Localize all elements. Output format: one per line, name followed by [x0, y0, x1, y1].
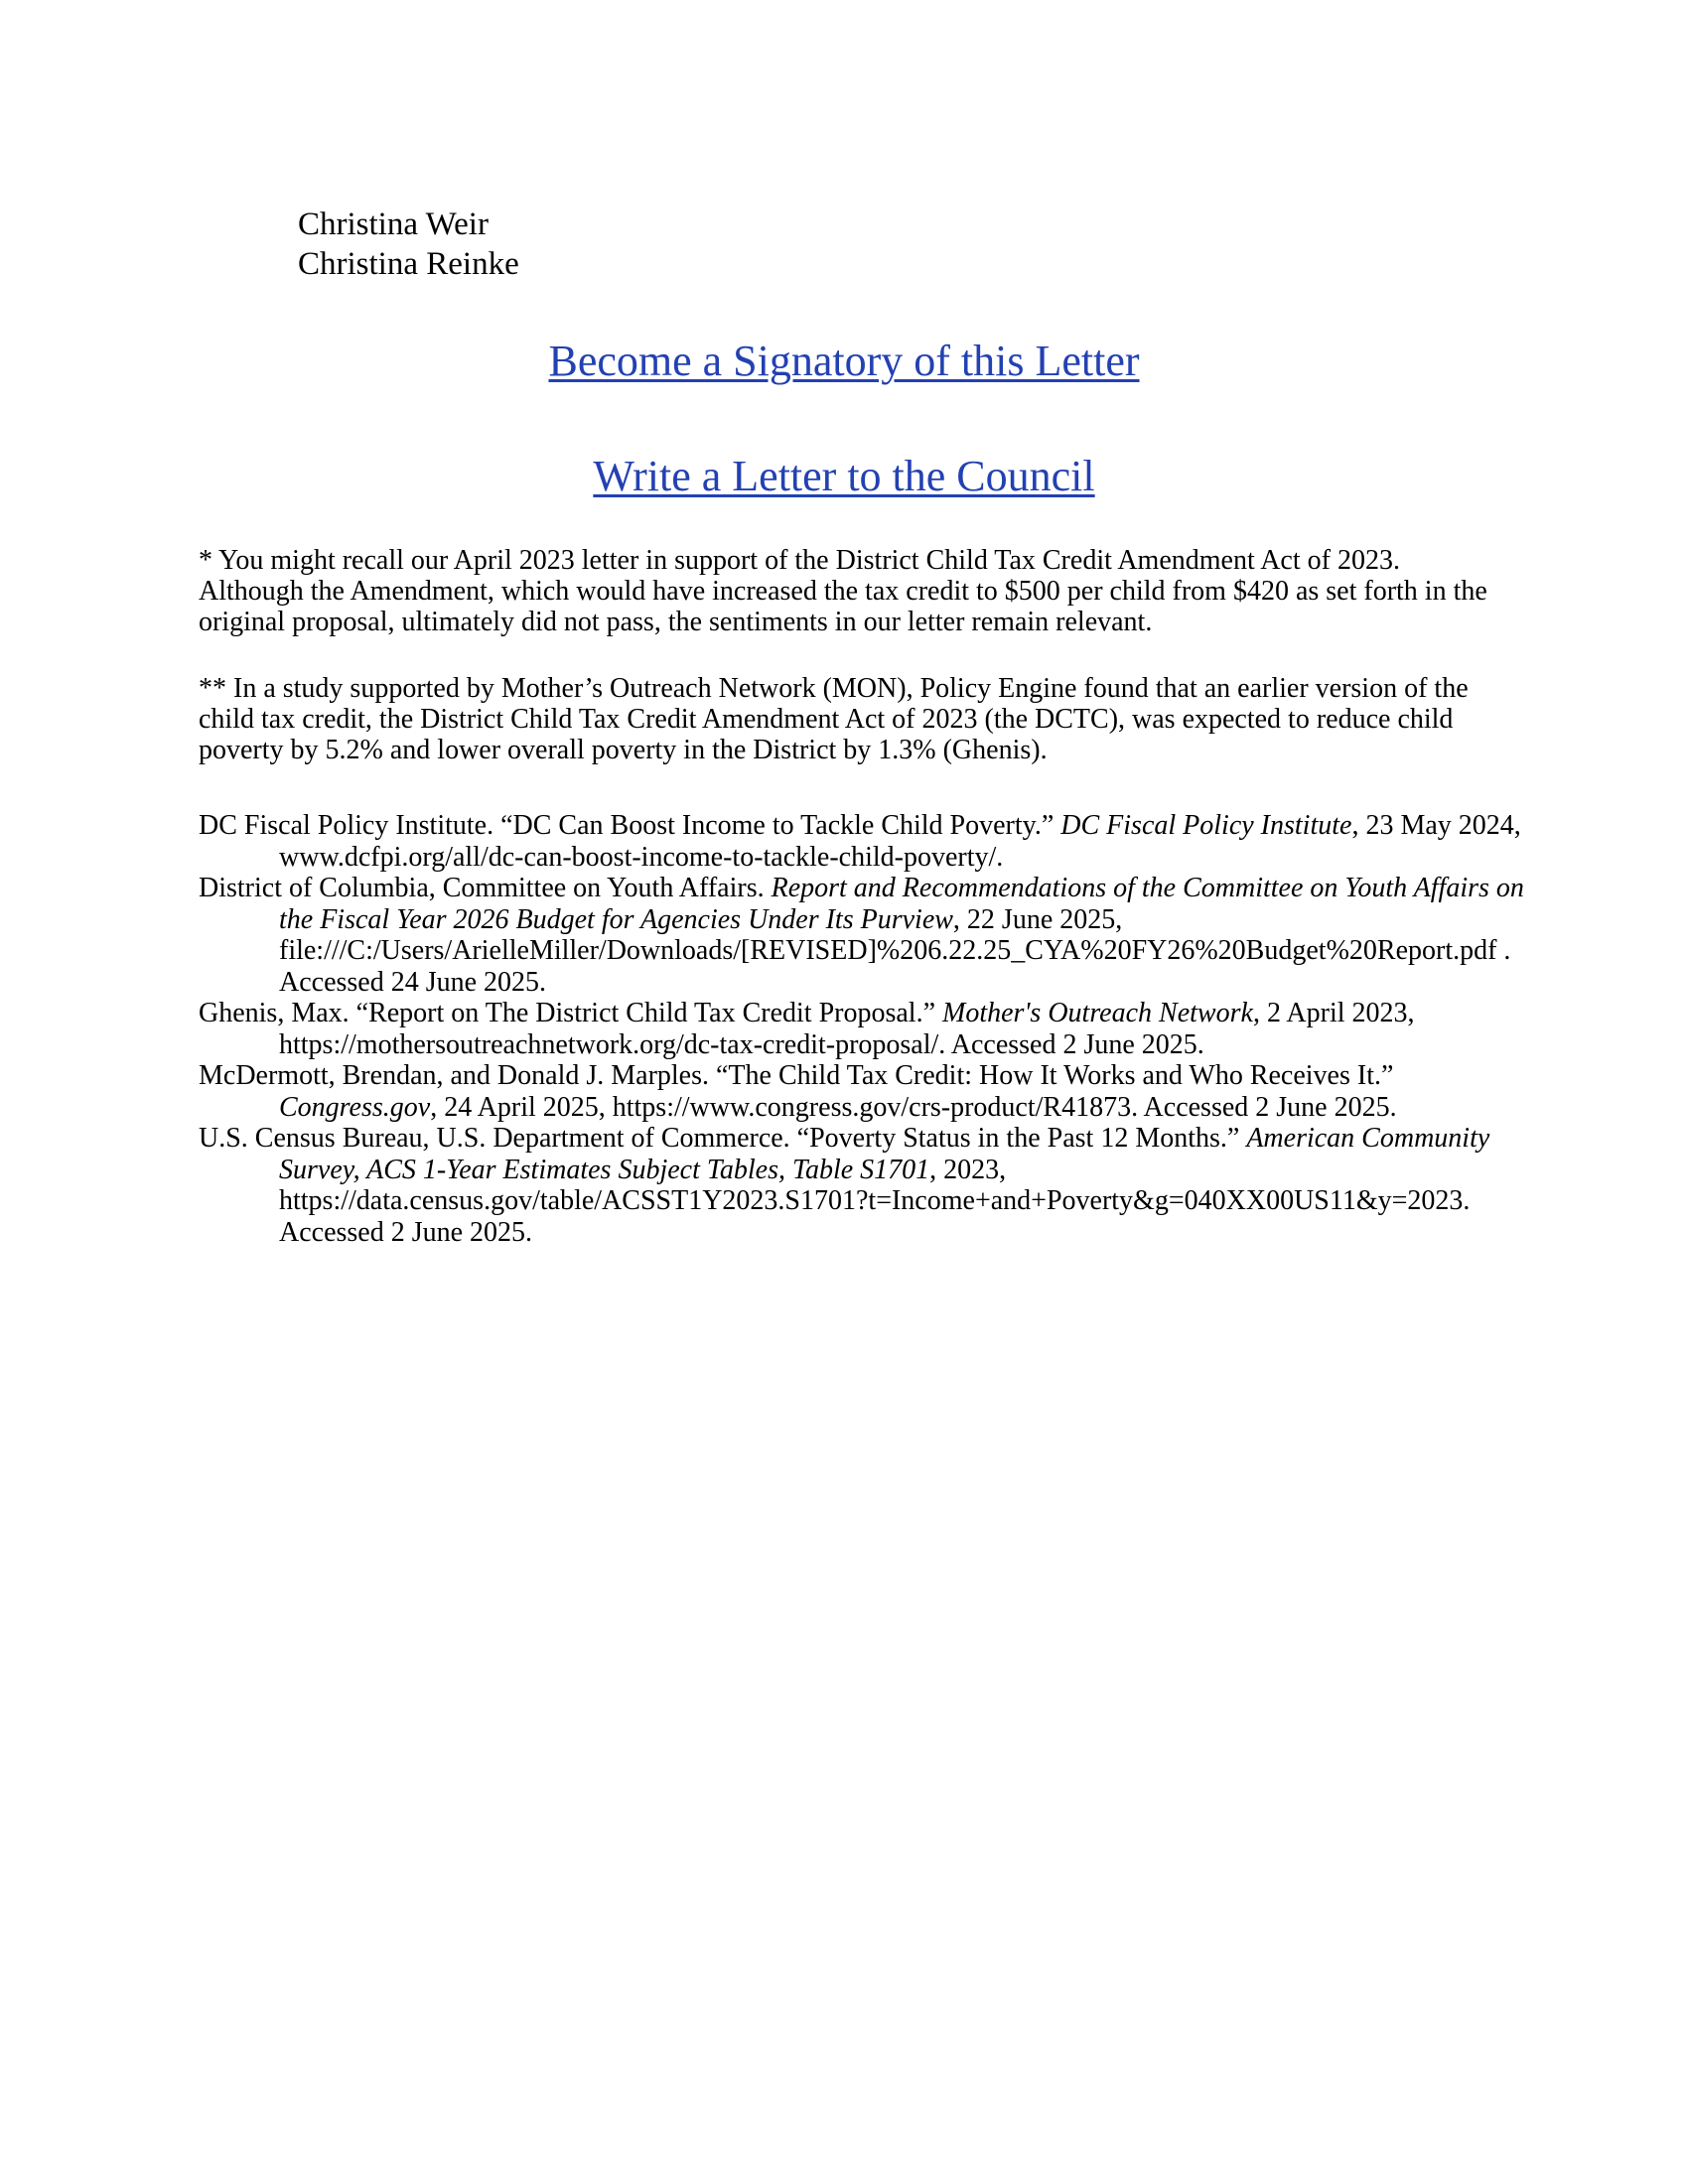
cited-work-title: Report and Recommendations of the Committee on Youth Affairs on the Fiscal Year 2026 Budget for Agencies Under Its Purview: [279, 873, 1524, 935]
cited-work-title: Mother's Outreach Network: [942, 998, 1253, 1028]
citation-text: , 23 May 2024, www.dcfpi.org/all/dc-can-boost-income-to-tackle-child-poverty/.: [279, 810, 1521, 873]
citation-text: , 24 April 2025, https://www.congress.gov/crs-product/R41873. Accessed 2 June 2025.: [430, 1091, 1397, 1123]
works-cited-entry: [199, 998, 1534, 1060]
works-cited-entry: [199, 873, 1534, 998]
signatory-names: [298, 205, 1534, 284]
works-cited-entry: [199, 810, 1534, 873]
citation-text: McDermott, Brendan, and Donald J. Marples. “The Child Tax Credit: How It Works and Who Receives It.”: [199, 1060, 1394, 1091]
citation-text: DC Fiscal Policy Institute. “DC Can Boost Income to Tackle Child Poverty.”: [199, 810, 1061, 841]
write-letter-link[interactable]: Write a Letter to the Council: [593, 452, 1095, 500]
become-signatory-line: [199, 338, 1489, 385]
citation-text: U.S. Census Bureau, U.S. Department of Commerce. “Poverty Status in the Past 12 Months.”: [199, 1123, 1247, 1154]
citation-text: Ghenis, Max. “Report on The District Child Tax Credit Proposal.”: [199, 998, 943, 1028]
cited-work-title: American Community Survey, ACS 1-Year Estimates Subject Tables, Table S1701: [279, 1123, 1490, 1185]
citation-text: District of Columbia, Committee on Youth Affairs.: [199, 873, 772, 903]
footnote-single-asterisk: * You might recall our April 2023 letter in support of the District Child Tax Credit Amendment Act of 2023. Although the Amendment, which would have increased the tax credit to $500 per child from $420 as set forth in the original proposal, ultimately did not pass, the sentiments in our letter remain relevant.: [199, 545, 1487, 637]
works-cited-entry: [199, 1123, 1534, 1248]
write-letter-line: [199, 453, 1489, 500]
citation-text: , 2 April 2023, https://mothersoutreachnetwork.org/dc-tax-credit-proposal/. Accessed 2 June 2025.: [279, 998, 1415, 1060]
works-cited-list: [199, 810, 1534, 1248]
signatory-name: Christina Weir: [298, 206, 489, 242]
footnote-double-asterisk: ** In a study supported by Mother’s Outreach Network (MON), Policy Engine found that an earlier version of the child tax credit, the District Child Tax Credit Amendment Act of 2023 (the DCTC), was expected to reduce child poverty by 5.2% and lower overall poverty in the District by 1.3% (Ghenis).: [199, 673, 1469, 765]
become-signatory-link[interactable]: Become a Signatory of this Letter: [548, 337, 1140, 385]
cited-work-title: Congress.gov: [279, 1091, 431, 1123]
citation-text: , 22 June 2025, file:///C:/Users/ArielleMiller/Downloads/[REVISED]%206.22.25_CYA%20FY26%20Budget%20Report.pdf . Accessed 24 June 2025.: [279, 903, 1511, 998]
works-cited-entry: [199, 1060, 1534, 1123]
signatory-name: Christina Reinke: [298, 246, 519, 282]
citation-text: , 2023, https://data.census.gov/table/ACSST1Y2023.S1701?t=Income+and+Poverty&g=040XX00US11&y=2023. Accessed 2 June 2025.: [279, 1154, 1471, 1248]
cited-work-title: DC Fiscal Policy Institute: [1060, 810, 1352, 841]
